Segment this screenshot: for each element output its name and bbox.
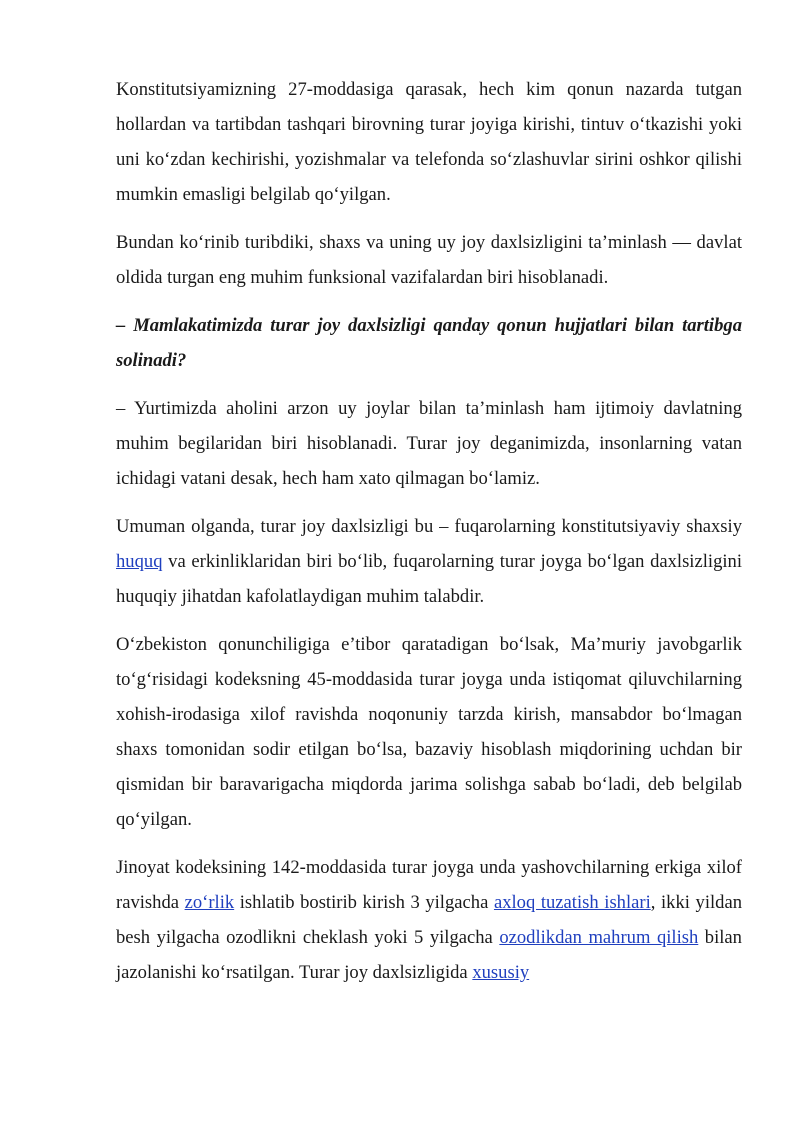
link-zorlik[interactable]: zo‘rlik	[184, 892, 235, 913]
paragraph-inviolability-definition	[116, 509, 742, 614]
paragraph-text: bilan jazolanishi ko‘rsatilgan. Turar joy daxlsizligida	[116, 927, 742, 983]
paragraph-state-duty: Bundan ko‘rinib turibdiki, shaxs va uning uy joy daxlsizligini ta’minlash — davlat oldida turgan eng muhim funksional vazifalardan biri hisoblanadi.	[116, 232, 742, 288]
paragraph-criminal-code	[116, 850, 742, 990]
paragraph-text: va erkinliklaridan biri bo‘lib, fuqarolarning turar joyga bo‘lgan daxlsizligini huquqiy jihatdan kafolatlaydigan muhim talabdir.	[116, 551, 742, 607]
link-xususiy[interactable]: xususiy	[472, 962, 530, 983]
paragraph-text: ishlatib bostirib kirish 3 yilgacha	[234, 892, 494, 913]
paragraph-constitution-article: Konstitutsiyamizning 27-moddasiga qarasak, hech kim qonun nazarda tutgan hollardan va tartibdan tashqari birovning turar joyiga kirishi, tintuv o‘tkazishi yoki uni ko‘zdan kechirishi, yozishmalar va telefonda so‘zlashuvlar sirini oshkor qilishi mumkin emasligi belgilab qo‘yilgan.	[116, 79, 742, 205]
paragraph-administrative-code: O‘zbekiston qonunchiligiga e’tibor qaratadigan bo‘lsak, Ma’muriy javobgarlik to‘g‘risidagi kodeksning 45-moddasida turar joyga unda istiqomat qiluvchilarning xohish-irodasiga xilof ravishda noqonuniy tarzda kirish, mansabdor bo‘lmagan shaxs tomonidan sodir etilgan bo‘lsa, bazaviy hisoblash miqdorining uchdan bir qismidan bir baravarigacha miqdorda jarima solishga sabab bo‘ladi, deb belgilab qo‘yilgan.	[116, 634, 742, 830]
document-body	[116, 72, 742, 1003]
link-ozodlikdan-mahrum-qilish[interactable]: ozodlikdan mahrum qilish	[499, 927, 699, 948]
link-axloq-tuzatish-ishlari[interactable]: axloq tuzatish ishlari	[493, 892, 651, 913]
link-huquq[interactable]: huquq	[116, 551, 163, 572]
interview-question: – Mamlakatimizda turar joy daxlsizligi qanday qonun hujjatlari bilan tartibga solinadi?	[116, 315, 742, 371]
paragraph-text: Jinoyat kodeksining 142-moddasida turar joyga unda yashovchilarning erkiga xilof ravishda	[116, 857, 742, 913]
paragraph-text: , ikki yildan besh yilgacha ozodlikni cheklash yoki 5 yilgacha	[116, 892, 742, 948]
paragraph-affordable-housing: – Yurtimizda aholini arzon uy joylar bilan ta’minlash ham ijtimoiy davlatning muhim begilaridan biri hisoblanadi. Turar joy deganimizda, insonlarning vatan ichidagi vatani desak, hech ham xato qilmagan bo‘lamiz.	[116, 398, 742, 489]
paragraph-text: Umuman olganda, turar joy daxlsizligi bu – fuqarolarning konstitutsiyaviy shaxsiy	[116, 516, 742, 537]
